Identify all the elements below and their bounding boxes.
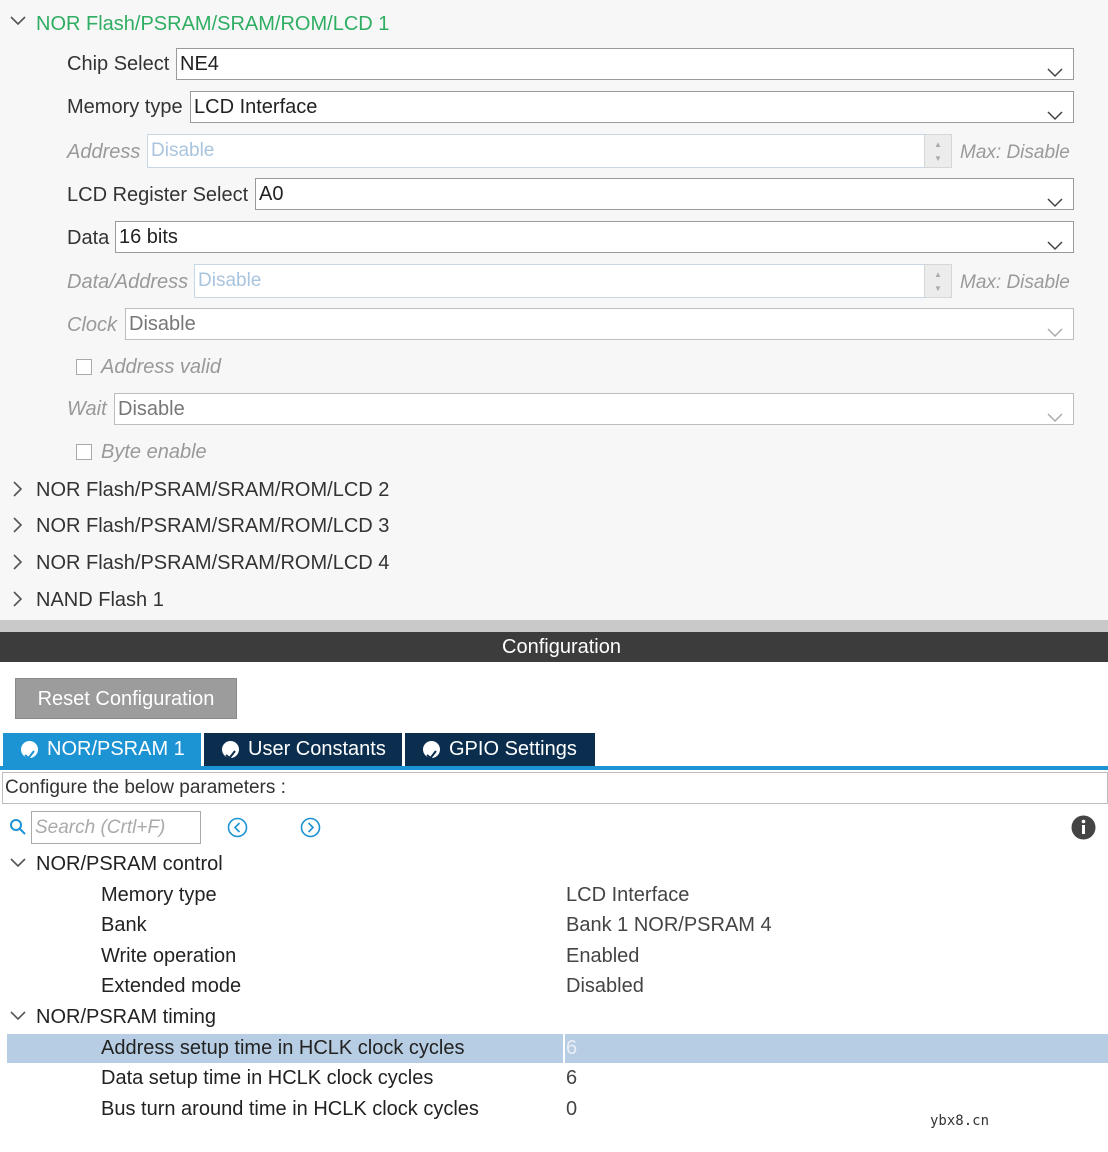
chevron-right-icon[interactable]: [11, 480, 31, 500]
check-circle-icon: [423, 741, 440, 758]
check-circle-icon: [222, 741, 239, 758]
tab-nor-psram-1[interactable]: [3, 733, 201, 766]
search-input[interactable]: Search (Crtl+F): [31, 811, 201, 844]
check-circle-icon: [21, 741, 38, 758]
reset-configuration-button[interactable]: Reset Configuration: [15, 678, 237, 719]
chip-select-value: NE4: [180, 53, 219, 75]
memory-type-value: LCD Interface: [194, 96, 318, 118]
chevron-right-icon[interactable]: [11, 553, 31, 573]
byte-enable-checkbox[interactable]: [76, 444, 92, 460]
parameters-description: Configure the below parameters :: [2, 772, 1108, 804]
param-value[interactable]: Disabled: [566, 975, 644, 997]
lcd-register-select-label: LCD Register Select: [67, 184, 249, 206]
search-icon: [9, 818, 27, 841]
lcd-register-select-dropdown[interactable]: [255, 178, 1074, 210]
chevron-down-icon: [1047, 230, 1063, 260]
previous-result-icon[interactable]: [227, 817, 248, 843]
tab-label: GPIO Settings: [449, 738, 577, 760]
chevron-right-icon[interactable]: [11, 590, 31, 610]
chevron-down-icon: [1047, 187, 1063, 217]
data-address-value: Disable: [198, 270, 262, 291]
address-spinner-input[interactable]: [147, 134, 925, 168]
section-nor-lcd-2-title[interactable]: NOR Flash/PSRAM/SRAM/ROM/LCD 2: [36, 479, 390, 501]
address-valid-label: Address valid: [101, 356, 222, 378]
param-label: Address setup time in HCLK clock cycles: [101, 1037, 465, 1059]
section-nand-flash-1-title[interactable]: NAND Flash 1: [36, 589, 164, 611]
param-value[interactable]: 6: [566, 1067, 578, 1089]
clock-label: Clock: [67, 314, 118, 336]
chevron-down-icon[interactable]: [9, 856, 29, 876]
chevron-down-icon: [1047, 57, 1063, 87]
data-address-label: Data/Address: [67, 271, 189, 293]
address-valid-checkbox[interactable]: [76, 359, 92, 375]
chevron-right-icon[interactable]: [11, 516, 31, 536]
tab-user-constants[interactable]: [204, 733, 402, 766]
chevron-down-icon[interactable]: [9, 1009, 29, 1029]
section-nor-lcd-4-title[interactable]: NOR Flash/PSRAM/SRAM/ROM/LCD 4: [36, 552, 390, 574]
data-address-spinner-buttons[interactable]: ▲ ▼: [924, 264, 952, 298]
param-label: Write operation: [101, 945, 237, 967]
data-address-spinner-input[interactable]: [194, 264, 925, 298]
tab-label: NOR/PSRAM 1: [47, 738, 185, 760]
tab-gpio-settings[interactable]: [405, 733, 595, 766]
wait-value: Disable: [118, 398, 185, 420]
section-nor-lcd-3-title[interactable]: NOR Flash/PSRAM/SRAM/ROM/LCD 3: [36, 515, 390, 537]
chip-select-label: Chip Select: [67, 53, 170, 75]
data-dropdown[interactable]: [115, 221, 1074, 253]
param-value[interactable]: LCD Interface: [566, 884, 690, 906]
wait-label: Wait: [67, 398, 107, 420]
memory-type-label: Memory type: [67, 96, 183, 118]
param-label: Data setup time in HCLK clock cycles: [101, 1067, 434, 1089]
param-label: Memory type: [101, 884, 217, 906]
address-spinner-buttons[interactable]: ▲ ▼: [924, 134, 952, 168]
clock-value: Disable: [129, 313, 196, 335]
address-value: Disable: [151, 140, 215, 161]
chevron-down-icon: [1047, 402, 1063, 432]
group-nor-psram-control-title[interactable]: NOR/PSRAM control: [36, 853, 223, 875]
chip-select-dropdown[interactable]: [176, 48, 1074, 80]
tab-label: User Constants: [248, 738, 386, 760]
param-label: Bus turn around time in HCLK clock cycles: [101, 1098, 479, 1120]
group-nor-psram-timing-title[interactable]: NOR/PSRAM timing: [36, 1006, 217, 1028]
param-value-selected[interactable]: 6: [566, 1037, 578, 1059]
address-max-label: Max: Disable: [960, 142, 1070, 163]
watermark: ybx8.cn: [930, 1113, 990, 1129]
panel-splitter[interactable]: [0, 620, 1108, 632]
chevron-down-icon[interactable]: [9, 14, 29, 34]
wait-dropdown[interactable]: [114, 393, 1074, 425]
data-address-max-label: Max: Disable: [960, 272, 1070, 293]
param-label: Bank: [101, 914, 147, 936]
param-label: Extended mode: [101, 975, 242, 997]
param-value[interactable]: 0: [566, 1098, 578, 1120]
param-value[interactable]: Bank 1 NOR/PSRAM 4: [566, 914, 772, 936]
chevron-down-icon: [1047, 100, 1063, 130]
memory-type-dropdown[interactable]: [190, 91, 1074, 123]
next-result-icon[interactable]: [300, 817, 321, 843]
section-nor-lcd-1-title[interactable]: NOR Flash/PSRAM/SRAM/ROM/LCD 1: [36, 13, 390, 35]
lcd-register-select-value: A0: [259, 183, 284, 205]
chevron-down-icon: [1047, 317, 1063, 347]
address-label: Address: [67, 141, 141, 163]
clock-dropdown[interactable]: [125, 308, 1074, 340]
data-label: Data: [67, 227, 110, 249]
param-value[interactable]: Enabled: [566, 945, 640, 967]
tab-underline: [0, 766, 1108, 770]
byte-enable-label: Byte enable: [101, 441, 207, 463]
data-value: 16 bits: [119, 226, 178, 248]
configuration-title-bar: Configuration: [0, 632, 1108, 662]
info-icon[interactable]: [1071, 815, 1096, 845]
